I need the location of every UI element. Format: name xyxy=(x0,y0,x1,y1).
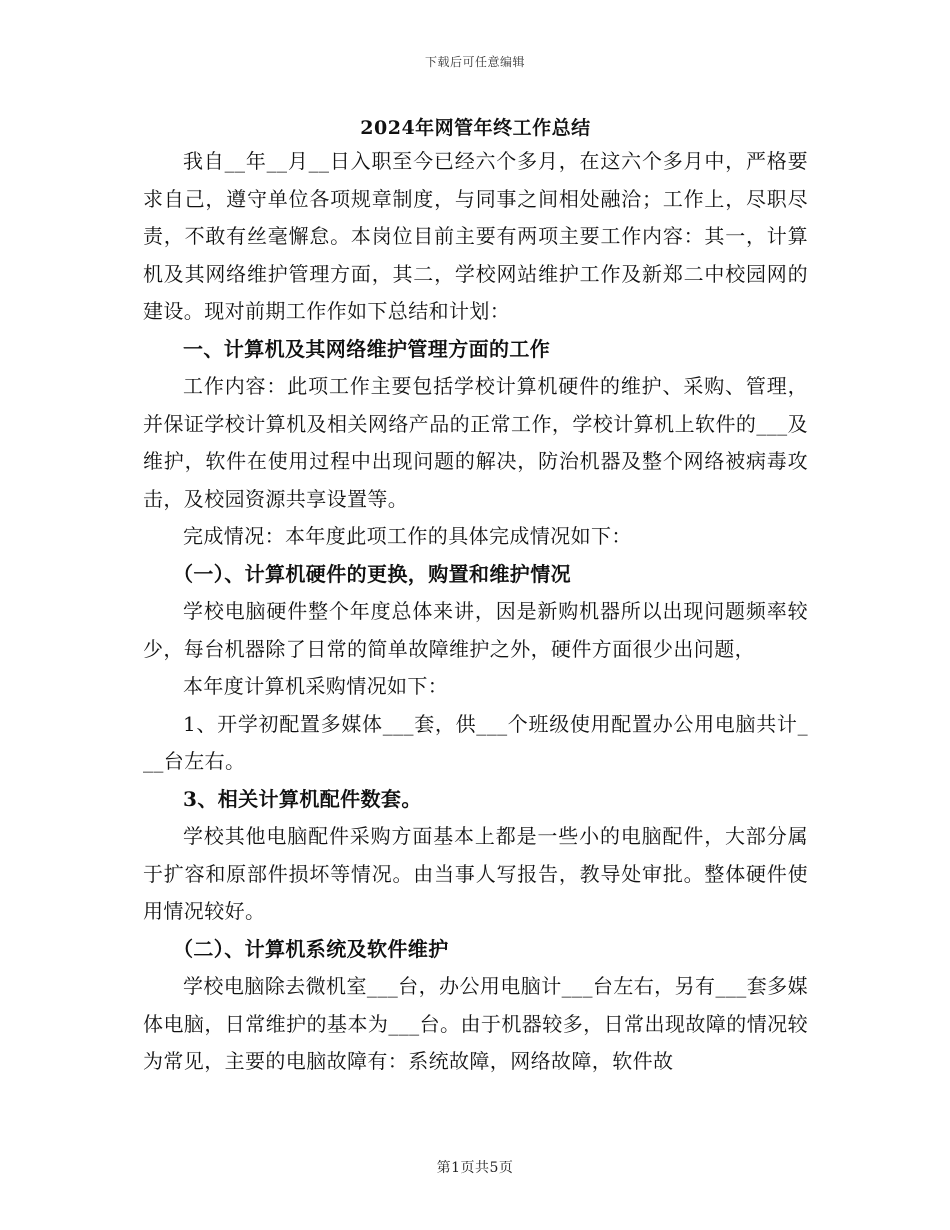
paragraph-hardware: 学校电脑硬件整个年度总体来讲，因是新购机器所以出现问题频率较少，每台机器除了日常的简单故障维护之外，硬件方面很少出问题， xyxy=(143,599,808,661)
section-heading-1: 一、计算机及其网络维护管理方面的工作 xyxy=(183,336,551,361)
paragraph-work-content: 工作内容：此项工作主要包括学校计算机硬件的维护、采购、管理，并保证学校计算机及相关网络产品的正常工作，学校计算机上软件的___及维护，软件在使用过程中出现问题的解决，防治机器及整个网络被病毒攻击，及校园资源共享设置等。 xyxy=(143,374,808,511)
paragraph-purchase-intro: 本年度计算机采购情况如下： xyxy=(183,674,449,698)
paragraph-accessories: 学校其他电脑配件采购方面基本上都是一些小的电脑配件，大部分属于扩容和原部件损坏等情况。由当事人写报告，教导处审批。整体硬件使用情况较好。 xyxy=(143,824,808,923)
header-note: 下载后可任意编辑 xyxy=(424,55,525,69)
paragraph-completion: 完成情况：本年度此项工作的具体完成情况如下： xyxy=(183,524,632,548)
paragraph-intro: 我自__年__月__日入职至今已经六个多月，在这六个多月中，严格要求自己，遵守单位各项规章制度，与同事之间相处融洽；工作上，尽职尽责，不敢有丝毫懈怠。本岗位目前主要有两项主要工作内容：其一，计算机及其网络维护管理方面，其二，学校网站维护工作及新郑二中校园网的建设。现对前期工作作如下总结和计划： xyxy=(143,149,808,323)
document-title: 2024年网管年终工作总结 xyxy=(360,117,591,139)
list-item-1: 1、开学初配置多媒体___套，供___个班级使用配置办公用电脑共计___台左右。 xyxy=(143,711,808,773)
subsection-heading-1: （一）、计算机硬件的更换，购置和维护情况 xyxy=(173,561,571,586)
page-indicator: 第1页共5页 xyxy=(436,1160,514,1176)
paragraph-software: 学校电脑除去微机室___台，办公用电脑计___台左右，另有___套多媒体电脑，日常维护的基本为___台。由于机器较多，日常出现故障的情况较为常见，主要的电脑故障有：系统故障，网络故障，软件故 xyxy=(143,974,808,1073)
document-body xyxy=(143,113,808,1081)
subsection-heading-2: （二）、计算机系统及软件维护 xyxy=(173,936,449,961)
list-item-3-heading: 3、相关计算机配件数套。 xyxy=(183,786,422,811)
